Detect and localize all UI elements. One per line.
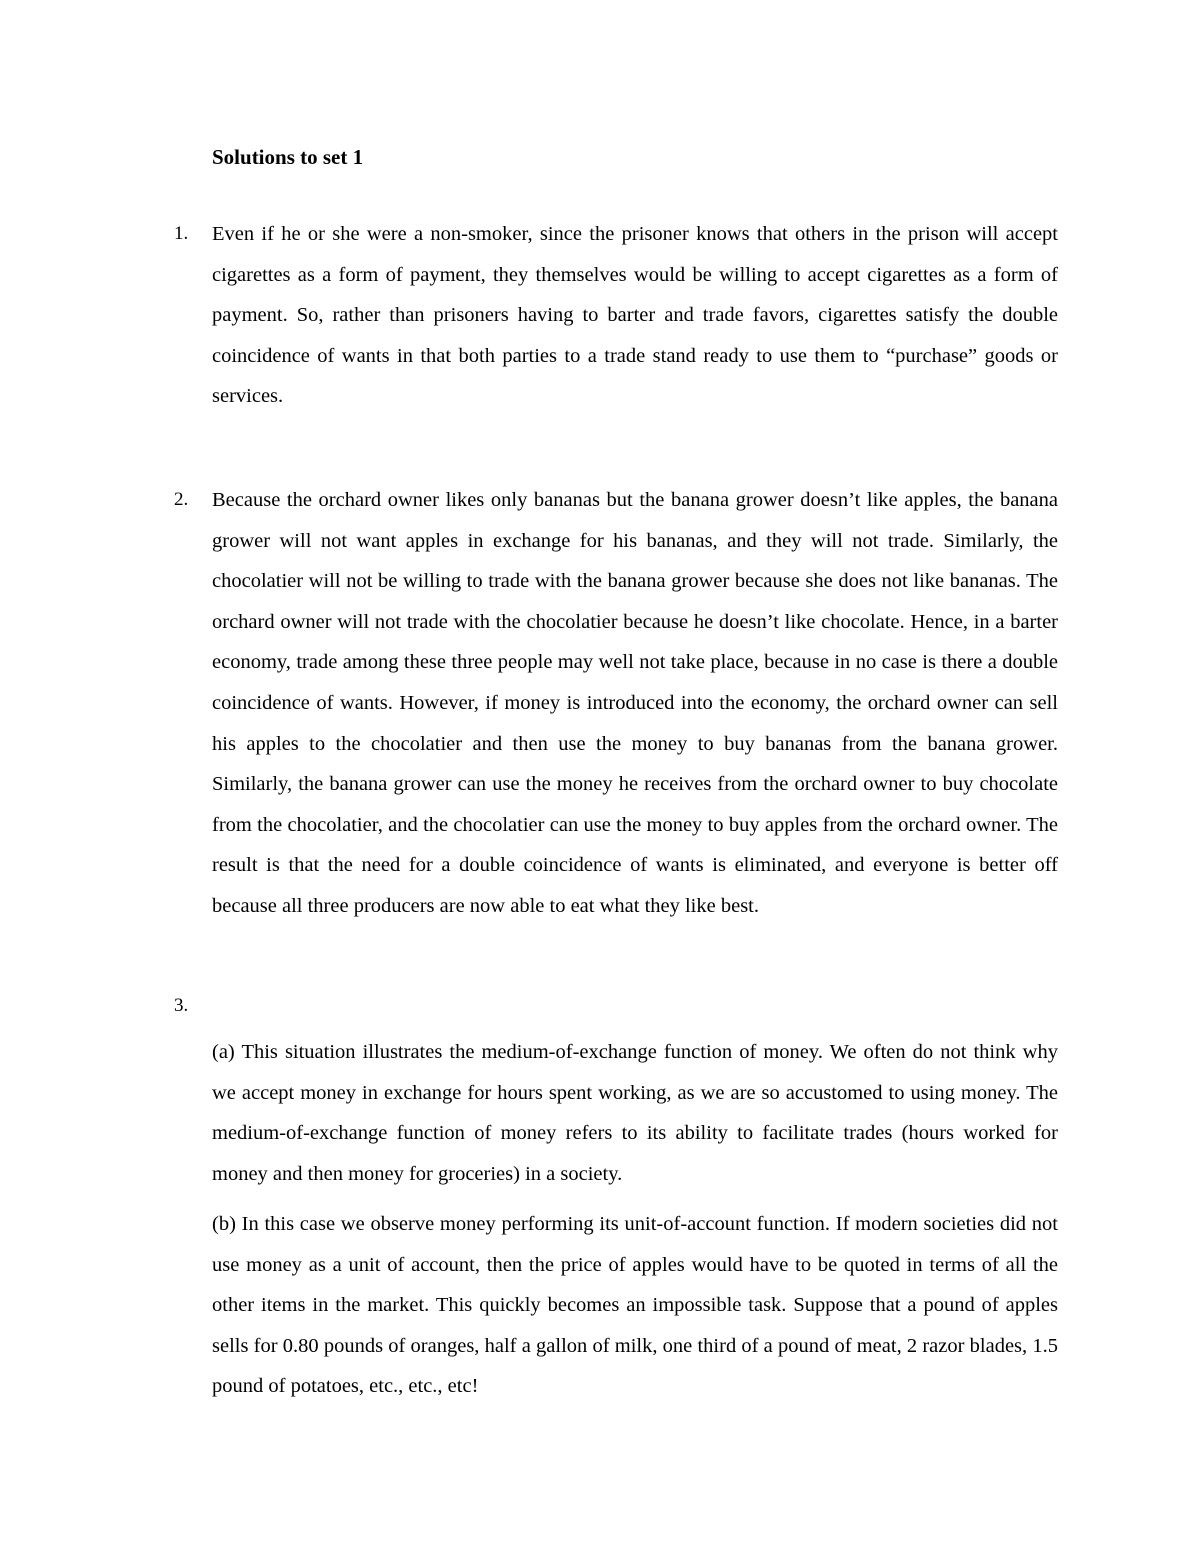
item-number: 1.: [174, 223, 189, 244]
item-text: Because the orchard owner likes only bananas but the banana grower doesn’t like apples, the banana grower will not want apples in exchange for his bananas, and they will not trade. Similarly, the chocolatier will not be willing to trade with the banana grower because she does not like bananas. The orchard owner will not trade with the chocolatier because he doesn’t like chocolate. Hence, in a barter economy, trade among these three people may well not take place, because in no case is there a double coincidence of wants. However, if money is introduced into the economy, the orchard owner can sell his apples to the chocolatier and then use the money to buy bananas from the banana grower. Similarly, the banana grower can use the money he receives from the orchard owner to buy chocolate from the chocolatier, and the chocolatier can use the money to buy apples from the orchard owner. The result is that the need for a double coincidence of wants is eliminated, and everyone is better off because all three producers are now able to eat what they like best.: [212, 489, 1058, 917]
document-title: Solutions to set 1: [212, 145, 364, 169]
solution-3-part-b: (b) In this case we observe money performing its unit-of-account function. If modern societies did not use money as a unit of account, then the price of apples would have to be quoted in terms of all the other items in the market. This quickly becomes an impossible task. Suppose that a pound of apples sells for 0.80 pounds of oranges, half a gallon of milk, one third of a pound of meat, 2 razor blades, 1.5 pound of potatoes, etc., etc., etc!: [212, 1213, 1058, 1398]
item-text: Even if he or she were a non-smoker, since the prisoner knows that others in the prison will accept cigarettes as a form of payment, they themselves would be willing to accept cigarettes as a form of payment. So, rather than prisoners having to barter and trade favors, cigarettes satisfy the double coincidence of wants in that both parties to a trade stand ready to use them to “purchase” goods or services.: [212, 223, 1058, 408]
solution-item-1: [162, 214, 1058, 417]
solution-item-2: [162, 480, 1058, 927]
solution-3-part-a: (a) This situation illustrates the medium-of-exchange function of money. We often do not think why we accept money in exchange for hours spent working, as we are so accustomed to using money. The medium-of-exchange function of money refers to its ability to facilitate trades (hours worked for money and then money for groceries) in a society.: [212, 1041, 1058, 1185]
item-number: 2.: [174, 489, 189, 510]
item-number: 3.: [174, 995, 189, 1016]
